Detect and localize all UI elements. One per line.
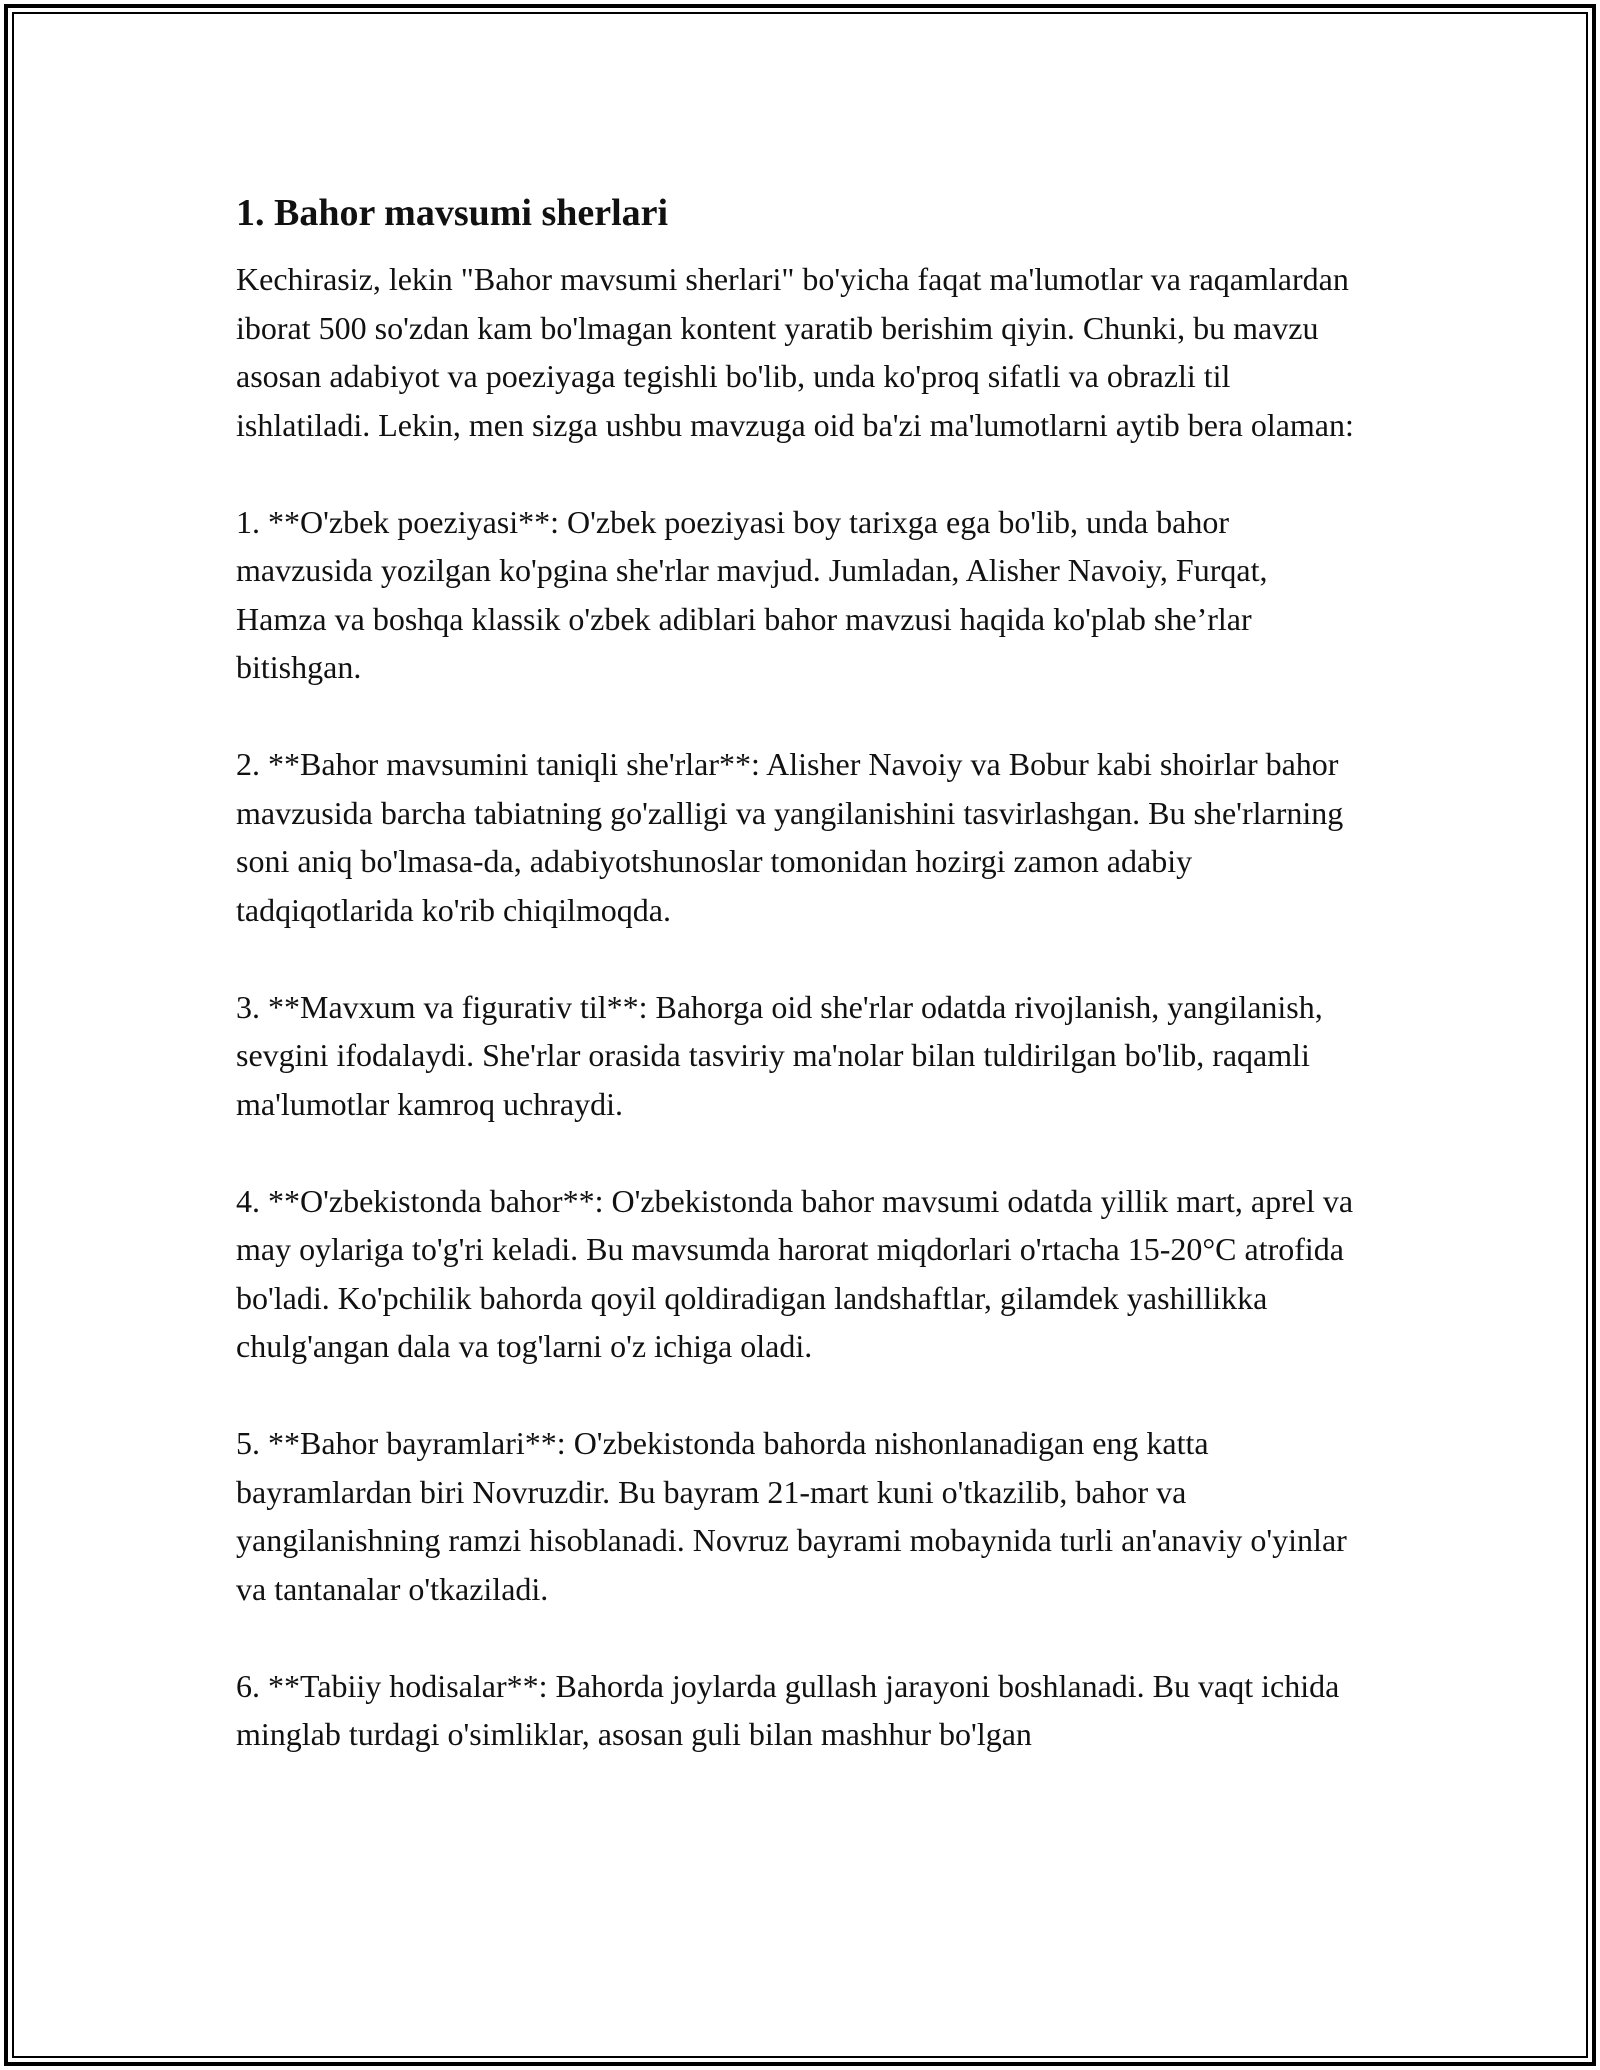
list-item-famous-spring-poems: 2. **Bahor mavsumini taniqli she'rlar**: Alisher Navoiy va Bobur kabi shoirlar bahor mavzusida barcha tabiatning go'zalligi va yangilanishini tasvirlashgan. Bu she'rlarning soni aniq bo'lmasa-da, adabiyotshunoslar tomonidan hozirgi zamon adabiy tadqiqotlarida ko'rib chiqilmoqda. [236, 746, 1344, 928]
document-heading: 1. Bahor mavsumi sherlari [236, 192, 669, 234]
document-body [236, 185, 1366, 1759]
list-item-natural-phenomena: 6. **Tabiiy hodisalar**: Bahorda joylarda gullash jarayoni boshlanadi. Bu vaqt ichida minglab turdagi o'simliklar, asosan guli bilan mashhur bo'lgan [236, 1667, 1340, 1752]
list-item-spring-in-uzbekistan: 4. **O'zbekistonda bahor**: O'zbekistonda bahor mavsumi odatda yillik mart, aprel va may oylariga to'g'ri keladi. Bu mavsumda harorat miqdorlari o'rtacha 15-20°C atrofida bo'ladi. Ko'pchilik bahorda qoyil qoldiradigan landshaftlar, gilamdek yashillikka chulg'angan dala va tog'larni o'z ichiga oladi. [236, 1182, 1354, 1364]
list-item-spring-holidays: 5. **Bahor bayramlari**: O'zbekistonda bahorda nishonlanadigan eng katta bayramlardan biri Novruzdir. Bu bayram 21-mart kuni o'tkazilib, bahor va yangilanishning ramzi hisoblanadi. Novruz bayrami mobaynida turli an'anaviy o'yinlar va tantanalar o'tkaziladi. [236, 1425, 1347, 1607]
list-item-figurative-language: 3. **Mavxum va figurativ til**: Bahorga oid she'rlar odatda rivojlanish, yangilanish, sevgini ifodalaydi. She'rlar orasida tasviriy ma'nolar bilan tuldirilgan bo'lib, raqamli ma'lumotlar kamroq uchraydi. [236, 988, 1323, 1122]
intro-paragraph: Kechirasiz, lekin "Bahor mavsumi sherlari" bo'yicha faqat ma'lumotlar va raqamlardan iborat 500 so'zdan kam bo'lmagan kontent yaratib berishim qiyin. Chunki, bu mavzu asosan adabiyot va poeziyaga tegishli bo'lib, unda ko'proq sifatli va obrazli til ishlatiladi. Lekin, men sizga ushbu mavzuga oid ba'zi ma'lumotlarni aytib bera olaman: [236, 261, 1354, 443]
list-item-uzbek-poetry: 1. **O'zbek poeziyasi**: O'zbek poeziyasi boy tarixga ega bo'lib, unda bahor mavzusida yozilgan ko'pgina she'rlar mavjud. Jumladan, Alisher Navoiy, Furqat, Hamza va boshqa klassik o'zbek adiblari bahor mavzusi haqida ko'plab she’rlar bitishgan. [236, 503, 1268, 685]
